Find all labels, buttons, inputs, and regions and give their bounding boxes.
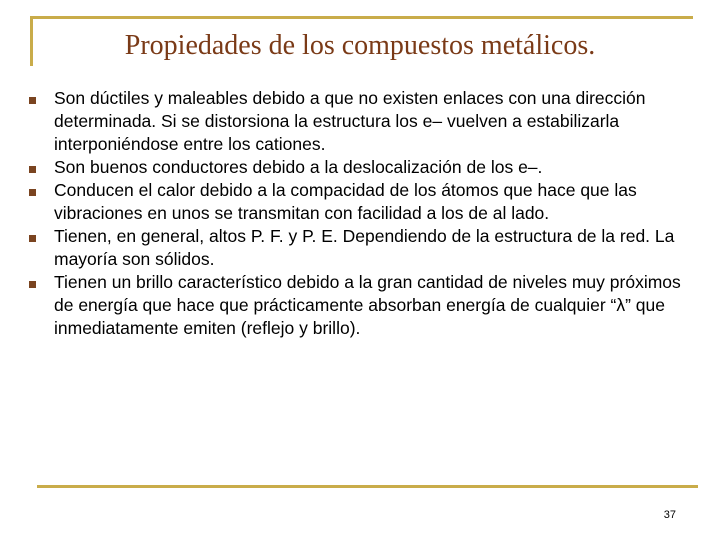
bullet-list [26,87,696,340]
bullet-text: Son dúctiles y maleables debido a que no existen enlaces con una dirección determinada. Si se distorsiona la estructura los e– vuelven a estabilizarla interponiéndose entre los cationes. [54,88,646,154]
page-number: 37 [663,509,676,521]
bottom-accent-rule [37,485,698,488]
square-bullet-icon [29,97,36,104]
square-bullet-icon [29,235,36,242]
top-accent-rule [30,16,693,19]
bullet-item [26,271,696,340]
bullet-text: Conducen el calor debido a la compacidad de los átomos que hace que las vibraciones en unos se transmitan con facilidad a los de al lado. [54,180,637,223]
bullet-text: Tienen, en general, altos P. F. y P. E. Dependiendo de la estructura de la red. La mayoría son sólidos. [54,226,675,269]
slide-title: Propiedades de los compuestos metálicos. [124,30,596,61]
bullet-item [26,179,696,225]
square-bullet-icon [29,166,36,173]
bullet-text: Tienen un brillo característico debido a la gran cantidad de niveles muy próximos de energía que hace que prácticamente absorban energía de cualquier “λ” que inmediatamente emiten (reflejo y brillo). [54,272,681,338]
bullet-item [26,225,696,271]
bullet-text: Son buenos conductores debido a la deslocalización de los e–. [54,157,543,177]
square-bullet-icon [29,281,36,288]
square-bullet-icon [29,189,36,196]
left-accent-rule [30,16,33,66]
bullet-item [26,87,696,156]
bullet-item [26,156,696,179]
